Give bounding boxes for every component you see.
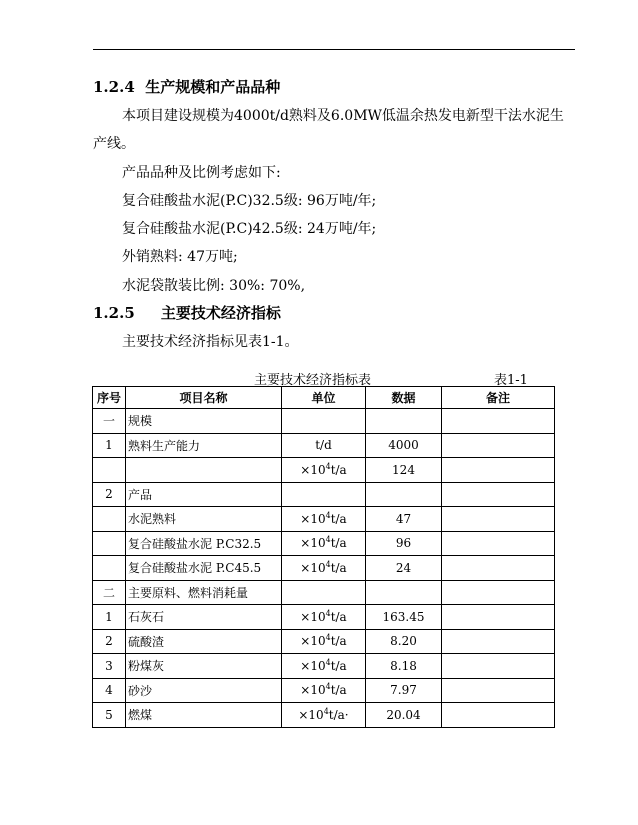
cell-no: [93, 531, 126, 556]
cell-name: 水泥熟料: [126, 507, 282, 532]
table-row: [93, 703, 555, 728]
cell-value: 163.45: [366, 605, 442, 630]
cell-name: 产品: [126, 482, 282, 507]
cell-no: [93, 507, 126, 532]
cell-note: [442, 482, 555, 507]
cell-note: [442, 580, 555, 605]
cell-unit: [282, 654, 366, 679]
unit-prefix: ×10: [300, 560, 326, 575]
cell-no: 1: [93, 605, 126, 630]
paragraph-scale-line1: 本项目建设规模为4000t/d熟料及6.0MW低温余热发电新型干法水泥生: [122, 108, 564, 124]
cell-unit: [282, 507, 366, 532]
table-row: [93, 580, 555, 605]
cell-name: 粉煤灰: [126, 654, 282, 679]
unit-prefix: ×10: [300, 536, 326, 551]
paragraph-scale-line2: 产线。: [93, 136, 135, 152]
cell-value: 96: [366, 531, 442, 556]
cell-name: 熟料生产能力: [126, 433, 282, 458]
unit-exponent: 4: [325, 461, 331, 471]
cell-unit: [282, 482, 366, 507]
cell-no: 5: [93, 703, 126, 728]
table-row: [93, 531, 555, 556]
cell-no: 2: [93, 629, 126, 654]
table-header-row: [93, 387, 555, 409]
unit-exponent: 4: [325, 657, 331, 667]
cell-name: 复合硅酸盐水泥 P.C32.5: [126, 531, 282, 556]
cell-name: 规模: [126, 409, 282, 434]
cell-unit: [282, 458, 366, 483]
cell-unit: [282, 556, 366, 581]
cell-name: 燃煤: [126, 703, 282, 728]
cell-no: 二: [93, 580, 126, 605]
section-number: 1.2.5: [93, 304, 135, 322]
cell-note: [442, 703, 555, 728]
unit-suffix: t/a: [330, 560, 347, 575]
unit-exponent: 4: [325, 608, 331, 618]
unit-prefix: ×10: [298, 707, 324, 722]
section-heading-1-2-5: [93, 302, 281, 323]
cell-name: [126, 458, 282, 483]
unit-suffix: t/a: [330, 683, 347, 698]
product-item-2: 复合硅酸盐水泥(P.C)42.5级: 24万吨/年;: [122, 221, 377, 237]
unit-suffix: t/a: [330, 462, 347, 477]
header-unit: 单位: [282, 387, 366, 409]
table-row: [93, 482, 555, 507]
paragraph-indicators: 主要技术经济指标见表1-1。: [122, 334, 299, 350]
unit-prefix: ×10: [300, 609, 326, 624]
cell-note: [442, 531, 555, 556]
cell-value: 124: [366, 458, 442, 483]
cell-unit: t/d: [282, 433, 366, 458]
cell-no: [93, 556, 126, 581]
cell-value: 8.20: [366, 629, 442, 654]
cell-note: [442, 458, 555, 483]
unit-exponent: 4: [325, 510, 331, 520]
unit-exponent: 4: [325, 633, 331, 643]
cell-name: 石灰石: [126, 605, 282, 630]
cell-unit: [282, 409, 366, 434]
section-heading-1-2-4: [93, 76, 280, 97]
table-row: [93, 556, 555, 581]
section-number: 1.2.4: [93, 78, 135, 96]
cell-value: 8.18: [366, 654, 442, 679]
cell-note: [442, 433, 555, 458]
unit-suffix: t/a: [330, 536, 347, 551]
cell-unit: [282, 531, 366, 556]
table-row: [93, 433, 555, 458]
cell-no: [93, 458, 126, 483]
unit-prefix: ×10: [300, 511, 326, 526]
unit-suffix: t/a: [330, 634, 347, 649]
cell-value: [366, 409, 442, 434]
product-item-4: 水泥袋散装比例: 30%: 70%,: [122, 278, 306, 294]
cell-name: 硫酸渣: [126, 629, 282, 654]
unit-suffix: t/a·: [328, 707, 349, 722]
cell-value: 20.04: [366, 703, 442, 728]
cell-name: 砂沙: [126, 678, 282, 703]
table-row: [93, 409, 555, 434]
cell-note: [442, 654, 555, 679]
section-title: 主要技术经济指标: [160, 304, 281, 322]
table-title: 主要技术经济指标表: [254, 373, 372, 388]
paragraph-products-intro: 产品品种及比例考虑如下:: [122, 165, 281, 181]
cell-value: 47: [366, 507, 442, 532]
unit-suffix: t/a: [330, 511, 347, 526]
section-title: 生产规模和产品品种: [145, 78, 281, 96]
unit-exponent: 4: [325, 535, 331, 545]
cell-value: [366, 580, 442, 605]
table-row: [93, 629, 555, 654]
table-row: [93, 605, 555, 630]
cell-unit: [282, 629, 366, 654]
product-item-3: 外销熟料: 47万吨;: [122, 249, 238, 265]
cell-no: 一: [93, 409, 126, 434]
table-label: 表1-1: [494, 373, 528, 388]
header-no: 序号: [93, 387, 126, 409]
table-row: [93, 654, 555, 679]
indicators-table: [92, 386, 555, 728]
unit-exponent: 4: [323, 706, 329, 716]
cell-note: [442, 605, 555, 630]
cell-value: 7.97: [366, 678, 442, 703]
header-rule: [93, 49, 575, 50]
table-row: [93, 458, 555, 483]
unit-exponent: 4: [325, 559, 331, 569]
cell-no: 1: [93, 433, 126, 458]
unit-suffix: t/a: [330, 658, 347, 673]
cell-unit: [282, 703, 366, 728]
cell-note: [442, 556, 555, 581]
header-value: 数据: [366, 387, 442, 409]
cell-unit: [282, 580, 366, 605]
cell-unit: [282, 605, 366, 630]
cell-note: [442, 629, 555, 654]
cell-note: [442, 409, 555, 434]
header-name: 项目名称: [126, 387, 282, 409]
cell-value: [366, 482, 442, 507]
cell-note: [442, 507, 555, 532]
table-row: [93, 507, 555, 532]
cell-value: 4000: [366, 433, 442, 458]
table-row: [93, 678, 555, 703]
unit-prefix: ×10: [300, 683, 326, 698]
unit-prefix: ×10: [300, 658, 326, 673]
cell-no: 2: [93, 482, 126, 507]
table-body: [93, 409, 555, 728]
unit-exponent: 4: [325, 682, 331, 692]
cell-name: 复合硅酸盐水泥 P.C45.5: [126, 556, 282, 581]
cell-unit: [282, 678, 366, 703]
cell-no: 3: [93, 654, 126, 679]
unit-suffix: t/a: [330, 609, 347, 624]
product-item-1: 复合硅酸盐水泥(P.C)32.5级: 96万吨/年;: [122, 193, 377, 209]
cell-note: [442, 678, 555, 703]
cell-value: 24: [366, 556, 442, 581]
unit-prefix: ×10: [300, 634, 326, 649]
unit-prefix: ×10: [300, 462, 326, 477]
cell-name: 主要原料、燃料消耗量: [126, 580, 282, 605]
header-note: 备注: [442, 387, 555, 409]
cell-no: 4: [93, 678, 126, 703]
